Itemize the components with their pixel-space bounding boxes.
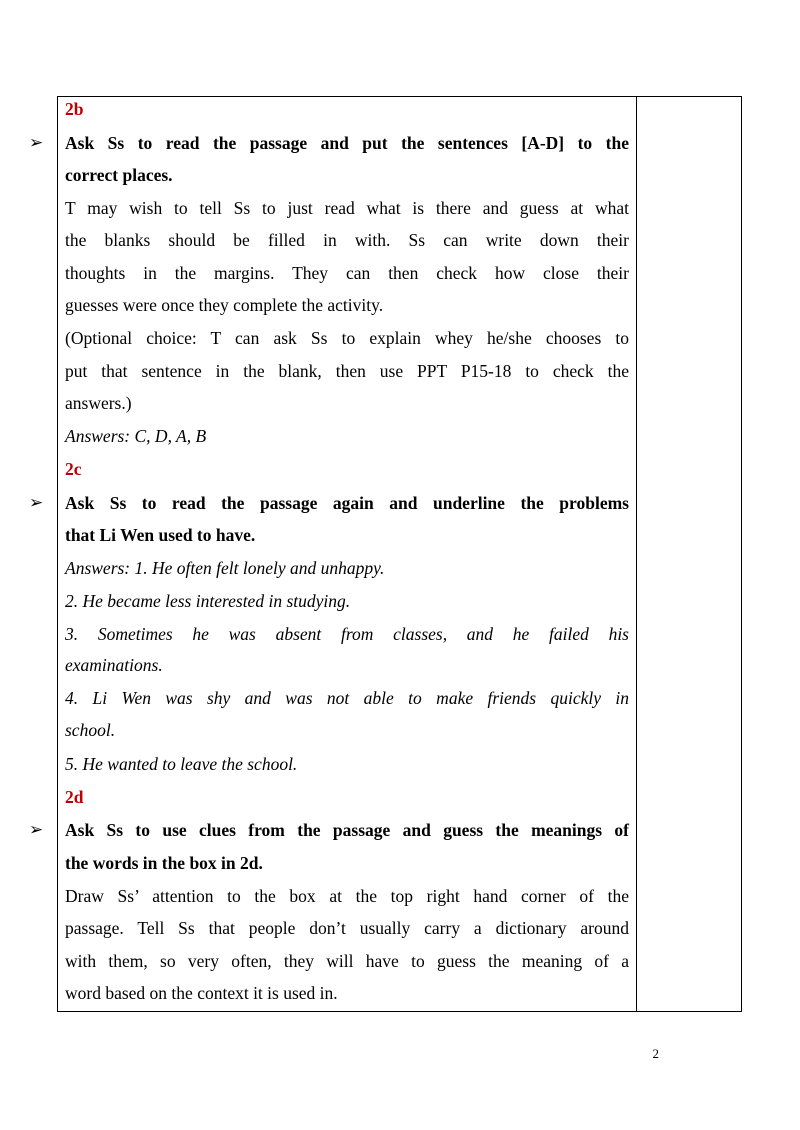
answer-2c-2: 2. He became less interested in studying. [65, 591, 351, 611]
instruction-2d-line1: Ask Ss to use clues from the passage and guess the meanings of [65, 820, 629, 840]
section-heading-2b: 2b [65, 99, 84, 119]
paragraph-2d-line2: passage. Tell Ss that people don’t usually carry a dictionary around [65, 918, 629, 938]
lesson-table [29, 96, 742, 1012]
optional-2b-line3: answers.) [65, 393, 132, 413]
paragraph-2d-line1: Draw Ss’ attention to the box at the top right hand corner of the [65, 886, 629, 906]
section-heading-2c: 2c [65, 459, 82, 479]
bullet-arrow-icon: ➢ [29, 493, 44, 512]
answer-2c-4-cont: school. [65, 720, 116, 740]
paragraph-2b-line4: guesses were once they complete the activity. [65, 295, 384, 315]
instruction-2c-line1: Ask Ss to read the passage again and underline the problems [65, 493, 629, 513]
answer-2c-3-cont: examinations. [65, 655, 163, 675]
answers-2b: Answers: C, D, A, B [65, 426, 207, 446]
optional-2b-line2: put that sentence in the blank, then use PPT P15-18 to check the [65, 361, 629, 381]
paragraph-2d-line4: word based on the context it is used in. [65, 983, 338, 1003]
instruction-2d-line2: the words in the box in 2d. [65, 853, 263, 873]
paragraph-2b-line3: thoughts in the margins. They can then check how close their [65, 263, 629, 283]
bullet-arrow-icon: ➢ [29, 820, 44, 839]
paragraph-2b-line2: the blanks should be filled in with. Ss can write down their [65, 230, 629, 250]
section-heading-2d: 2d [65, 787, 84, 807]
paragraph-2d-line3: with them, so very often, they will have to guess the meaning of a [65, 951, 629, 971]
answer-2c-5: 5. He wanted to leave the school. [65, 754, 298, 774]
answer-2c-1: Answers: 1. He often felt lonely and unhappy. [65, 558, 385, 578]
optional-2b-line1: (Optional choice: T can ask Ss to explain whey he/she chooses to [65, 328, 629, 348]
answer-2c-4: 4. Li Wen was shy and was not able to make friends quickly in [65, 688, 629, 708]
instruction-2b-line1: Ask Ss to read the passage and put the sentences [A-D] to the [65, 133, 629, 153]
paragraph-2b-line1: T may wish to tell Ss to just read what is there and guess at what [65, 198, 629, 218]
page-number: 2 [652, 1046, 659, 1061]
instruction-2b-line2: correct places. [65, 165, 173, 185]
instruction-2c-line2: that Li Wen used to have. [65, 525, 256, 545]
bullet-arrow-icon: ➢ [29, 133, 44, 152]
column-divider [636, 97, 637, 1011]
answer-2c-3: 3. Sometimes he was absent from classes, and he failed his [65, 624, 629, 644]
